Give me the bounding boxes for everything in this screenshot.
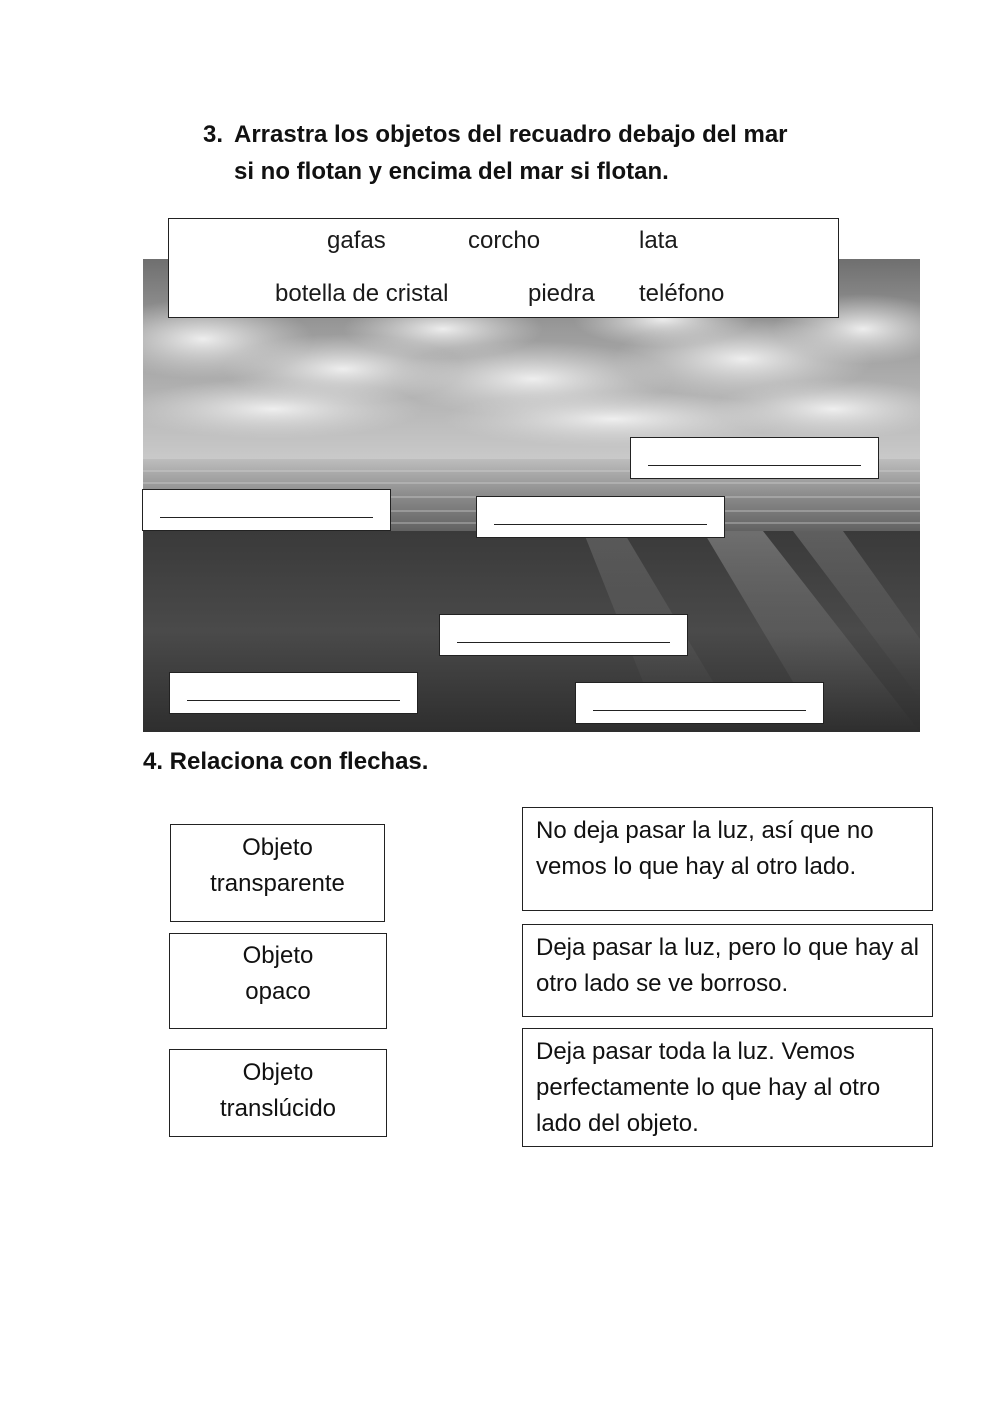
question-3-line2: si no flotan y encima del mar si flotan.	[234, 158, 669, 185]
question-3-line1: Arrastra los objetos del recuadro debajo del mar	[234, 121, 788, 148]
term-line1: Objeto	[242, 942, 314, 969]
blank-line	[648, 465, 861, 466]
term-translucido[interactable]	[169, 1049, 387, 1137]
word-bank	[168, 218, 839, 318]
word-gafas[interactable]: gafas	[327, 227, 386, 254]
blank-line	[593, 710, 806, 711]
term-line2: transparente	[210, 870, 345, 897]
term-line2: opaco	[245, 978, 311, 1005]
definition-translucent[interactable]: Deja pasar la luz, pero lo que hay al otro lado se ve borroso.	[522, 924, 933, 1017]
blank-line	[187, 700, 400, 701]
blank-line	[160, 517, 373, 518]
drop-slot-above-3[interactable]	[476, 496, 725, 538]
term-line1: Objeto	[242, 1059, 314, 1086]
drop-slot-above-2[interactable]	[142, 489, 391, 531]
drop-slot-above-1[interactable]	[630, 437, 879, 479]
question-4-title: 4. Relaciona con flechas.	[143, 748, 429, 775]
drop-slot-below-2[interactable]	[169, 672, 418, 714]
term-line1: Objeto	[242, 834, 313, 861]
word-botella-de-cristal[interactable]: botella de cristal	[275, 280, 449, 307]
term-opaco[interactable]	[169, 933, 387, 1029]
drop-slot-below-1[interactable]	[439, 614, 688, 656]
definition-opaque[interactable]: No deja pasar la luz, así que no vemos lo que hay al otro lado.	[522, 807, 933, 911]
drop-slot-below-3[interactable]	[575, 682, 824, 724]
term-transparente[interactable]	[170, 824, 385, 922]
question-3-number: 3.	[203, 121, 224, 148]
blank-line	[494, 524, 707, 525]
blank-line	[457, 642, 670, 643]
word-telefono[interactable]: teléfono	[639, 280, 725, 307]
term-line2: translúcido	[219, 1095, 337, 1122]
definition-transparent[interactable]: Deja pasar toda la luz. Vemos perfectamente lo que hay al otro lado del objeto.	[522, 1028, 933, 1147]
word-piedra[interactable]: piedra	[528, 280, 595, 307]
question-3-title	[203, 116, 903, 190]
word-lata[interactable]: lata	[639, 227, 678, 254]
word-corcho[interactable]: corcho	[468, 227, 541, 254]
